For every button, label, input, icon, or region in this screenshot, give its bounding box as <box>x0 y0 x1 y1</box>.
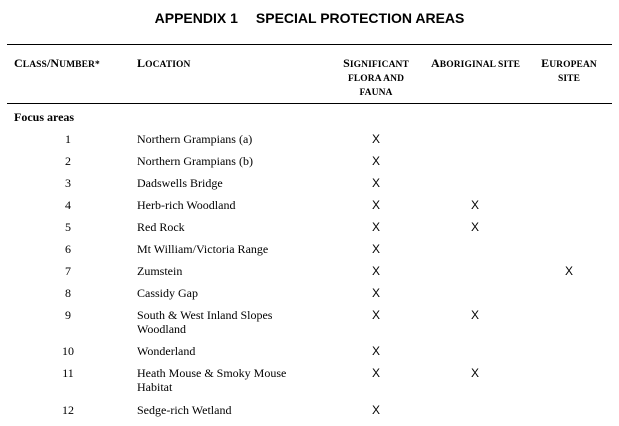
flora-mark: X <box>371 344 380 358</box>
page-title <box>0 10 619 26</box>
row-location: Northern Grampians (a) <box>137 132 253 146</box>
header-location: LOCATION <box>137 56 191 70</box>
row-location: Northern Grampians (b) <box>137 154 253 168</box>
aboriginal-mark: X <box>470 198 479 212</box>
flora-mark: X <box>371 154 380 168</box>
row-location: South & West Inland Slopes Woodland <box>137 308 273 336</box>
european-mark: X <box>564 264 573 278</box>
row-number: 12 <box>62 403 74 417</box>
row-location: Red Rock <box>137 220 185 234</box>
row-number: 11 <box>62 366 74 380</box>
row-number: 6 <box>65 242 71 256</box>
row-number: 8 <box>65 286 71 300</box>
row-location: Dadswells Bridge <box>137 176 223 190</box>
flora-mark: X <box>371 176 380 190</box>
flora-mark: X <box>371 220 380 234</box>
header-aboriginal-site: ABORIGINAL SITE <box>431 56 521 70</box>
header-class-number: CLASS/NUMBER* <box>14 56 100 70</box>
row-location: Mt William/Victoria Range <box>137 242 269 256</box>
row-location: Heath Mouse & Smoky Mouse Habitat <box>137 366 287 394</box>
aboriginal-mark: X <box>470 220 479 234</box>
flora-mark: X <box>371 198 380 212</box>
header-significant-flora-fauna: SIGNIFICANT FLORA AND FAUNA <box>343 56 409 98</box>
table-top-rule <box>7 44 612 45</box>
flora-mark: X <box>371 286 380 300</box>
section-label-focus-areas: Focus areas <box>14 110 75 124</box>
row-location: Zumstein <box>137 264 183 278</box>
row-number: 5 <box>65 220 71 234</box>
aboriginal-mark: X <box>470 366 479 380</box>
row-location: Cassidy Gap <box>137 286 198 300</box>
row-number: 7 <box>65 264 71 278</box>
title-appendix: APPENDIX 1 <box>154 10 238 26</box>
row-number: 3 <box>65 176 71 190</box>
flora-mark: X <box>371 403 380 417</box>
flora-mark: X <box>371 366 380 380</box>
flora-mark: X <box>371 308 380 322</box>
flora-mark: X <box>371 264 380 278</box>
row-location: Sedge-rich Wetland <box>137 403 232 417</box>
row-location: Wonderland <box>137 344 196 358</box>
header-bottom-rule <box>7 103 612 104</box>
row-number: 2 <box>65 154 71 168</box>
row-number: 1 <box>65 132 71 146</box>
flora-mark: X <box>371 242 380 256</box>
row-number: 4 <box>65 198 71 212</box>
header-european-site: EUROPEAN SITE <box>541 56 597 84</box>
aboriginal-mark: X <box>470 308 479 322</box>
row-number: 9 <box>65 308 71 322</box>
flora-mark: X <box>371 132 380 146</box>
row-number: 10 <box>62 344 74 358</box>
row-location: Herb-rich Woodland <box>137 198 236 212</box>
title-heading: SPECIAL PROTECTION AREAS <box>255 10 465 26</box>
